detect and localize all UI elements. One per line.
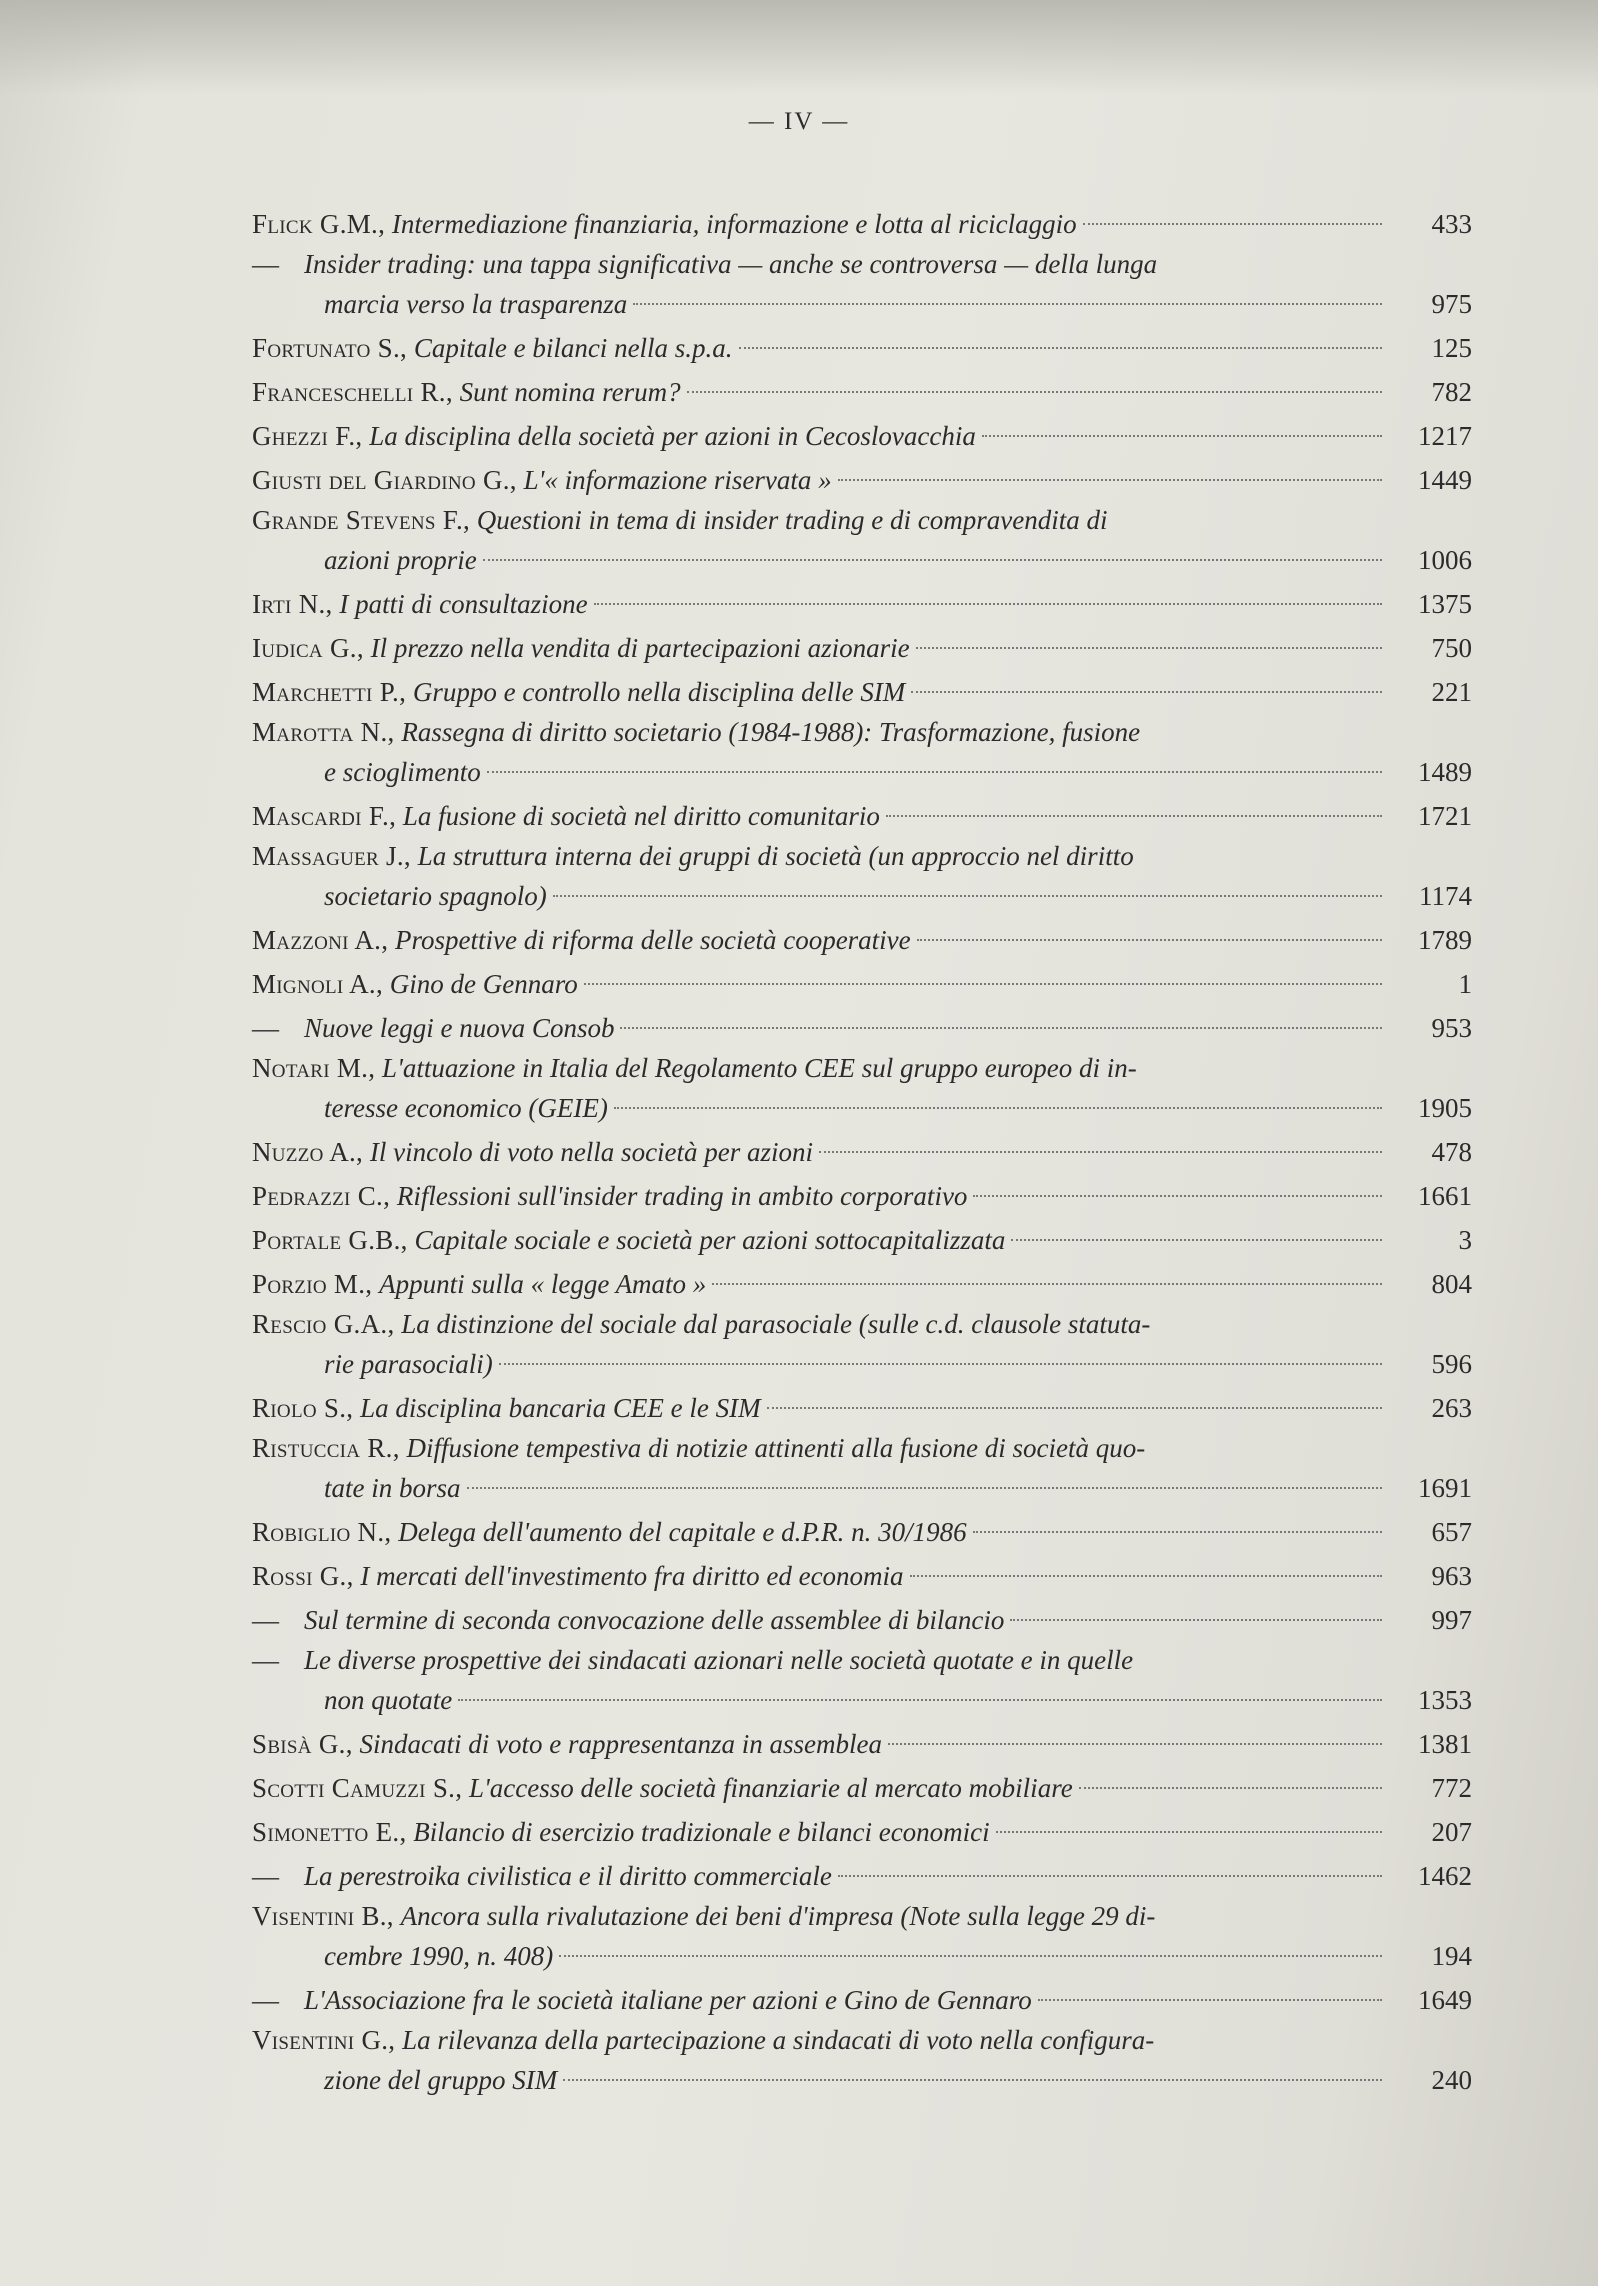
dot-leader xyxy=(1010,1619,1382,1621)
entry-title: Capitale sociale e società per azioni sottocapitalizzata xyxy=(414,1225,1006,1255)
index-entry xyxy=(252,370,1472,414)
dot-leader xyxy=(838,1875,1382,1877)
entry-page-number: 1661 xyxy=(1418,1181,1472,1211)
index-entry-line xyxy=(252,1006,1472,1050)
index-entry xyxy=(252,962,1472,1006)
entry-title: La perestroika civilistica e il diritto commerciale xyxy=(304,1861,832,1891)
index-entry-line xyxy=(252,918,1472,962)
entry-title: L'Associazione fra le società italiane per azioni e Gino de Gennaro xyxy=(304,1985,1032,2015)
index-entry-line xyxy=(252,962,1472,1006)
entry-title: marcia verso la trasparenza xyxy=(324,289,628,319)
entry-title: Gruppo e controllo nella disciplina delle SIM xyxy=(412,677,906,707)
index-entry-line xyxy=(252,874,1472,918)
index-entry-line xyxy=(252,1978,1472,2022)
entry-title: Intermediazione finanziaria, informazione e lotta al riciclaggio xyxy=(391,209,1077,239)
index-entry-line xyxy=(252,1722,1472,1766)
entry-author: Ghezzi F., xyxy=(252,421,363,451)
dot-leader xyxy=(982,435,1382,437)
entry-page-number: 194 xyxy=(1431,1941,1472,1971)
index-entry-line xyxy=(252,1810,1472,1854)
index-entry xyxy=(252,918,1472,962)
index-entry-line xyxy=(252,1262,1472,1306)
index-entry-line xyxy=(252,1086,1472,1130)
index-entry-line xyxy=(252,1466,1472,1510)
index-list xyxy=(252,202,1472,2102)
dot-leader xyxy=(888,1743,1382,1745)
entry-author: Grande Stevens F., xyxy=(252,505,471,535)
index-entry-line xyxy=(252,1598,1472,1642)
dot-leader xyxy=(886,815,1382,817)
entry-author: Marchetti P., xyxy=(252,677,407,707)
ditto-dash: — xyxy=(252,1861,279,1891)
entry-title: Gino de Gennaro xyxy=(389,969,578,999)
entry-title: societario spagnolo) xyxy=(324,881,547,911)
entry-title: La distinzione del sociale dal parasociale (sulle c.d. clausole statuta- xyxy=(401,1309,1151,1339)
index-entry-line xyxy=(252,502,1472,538)
entry-page-number: 1789 xyxy=(1418,925,1472,955)
ditto-dash: — xyxy=(252,1013,279,1043)
entry-page-number: 240 xyxy=(1431,2065,1472,2095)
dot-leader xyxy=(1083,223,1382,225)
index-entry-line xyxy=(252,1898,1472,1934)
dot-leader xyxy=(458,1699,1382,1701)
index-entry-line xyxy=(252,714,1472,750)
entry-title: La disciplina bancaria CEE e le SIM xyxy=(360,1393,761,1423)
dot-leader xyxy=(973,1195,1382,1197)
dot-leader xyxy=(910,1575,1382,1577)
entry-page-number: 975 xyxy=(1431,289,1472,319)
dot-leader xyxy=(614,1107,1382,1109)
index-entry-line xyxy=(252,414,1472,458)
entry-title: zione del gruppo SIM xyxy=(324,2065,558,2095)
index-entry xyxy=(252,714,1472,794)
index-entry-line xyxy=(252,2022,1472,2058)
index-entry xyxy=(252,1722,1472,1766)
entry-page-number: 1006 xyxy=(1418,545,1472,575)
entry-page-number: 1381 xyxy=(1418,1729,1472,1759)
entry-title: Sul termine di seconda convocazione delle assemblee di bilancio xyxy=(304,1605,1005,1635)
entry-title: teresse economico (GEIE) xyxy=(324,1093,608,1123)
entry-author: Giusti del Giardino G., xyxy=(252,465,517,495)
dot-leader xyxy=(973,1531,1382,1533)
index-entry-line xyxy=(252,794,1472,838)
index-entry xyxy=(252,1554,1472,1598)
index-entry-line xyxy=(252,2058,1472,2102)
index-entry-line xyxy=(252,538,1472,582)
index-entry xyxy=(252,1766,1472,1810)
entry-page-number: 772 xyxy=(1431,1773,1472,1803)
dot-leader xyxy=(487,771,1382,773)
dot-leader xyxy=(467,1487,1382,1489)
entry-author: Mazzoni A., xyxy=(252,925,389,955)
index-entry-line xyxy=(252,202,1472,246)
entry-author: Notari M., xyxy=(252,1053,376,1083)
entry-page-number: 1375 xyxy=(1418,589,1472,619)
dot-leader xyxy=(594,603,1382,605)
index-entry xyxy=(252,1510,1472,1554)
index-entry-line xyxy=(252,1554,1472,1598)
index-entry-line xyxy=(252,1642,1472,1678)
index-entry xyxy=(252,1130,1472,1174)
page-number: — IV — xyxy=(748,108,850,135)
entry-page-number: 1449 xyxy=(1418,465,1472,495)
entry-title: Bilancio di esercizio tradizionale e bilanci economici xyxy=(413,1817,990,1847)
entry-author: Scotti Camuzzi S., xyxy=(252,1773,463,1803)
dot-leader xyxy=(687,391,1382,393)
index-entry xyxy=(252,794,1472,838)
entry-title: L'« informazione riservata » xyxy=(523,465,832,495)
index-entry-line xyxy=(252,838,1472,874)
index-entry-line xyxy=(252,626,1472,670)
entry-title: Sindacati di voto e rappresentanza in assemblea xyxy=(359,1729,882,1759)
index-entry xyxy=(252,1218,1472,1262)
entry-title: Ancora sulla rivalutazione dei beni d'impresa (Note sulla legge 29 di- xyxy=(400,1901,1156,1931)
entry-title: Diffusione tempestiva di notizie attinenti alla fusione di società quo- xyxy=(406,1433,1146,1463)
index-entry-line xyxy=(252,750,1472,794)
index-entry-line xyxy=(252,1678,1472,1722)
index-entry xyxy=(252,246,1472,326)
entry-page-number: 657 xyxy=(1431,1517,1472,1547)
entry-author: Rossi G., xyxy=(252,1561,354,1591)
index-entry xyxy=(252,1598,1472,1642)
entry-title: e scioglimento xyxy=(324,757,481,787)
dot-leader xyxy=(499,1363,1382,1365)
entry-title: Prospettive di riforma delle società cooperative xyxy=(395,925,911,955)
index-entry xyxy=(252,1978,1472,2022)
dot-leader xyxy=(1079,1787,1382,1789)
index-entry xyxy=(252,1810,1472,1854)
index-entry xyxy=(252,1642,1472,1722)
dot-leader xyxy=(620,1027,1382,1029)
entry-title: Questioni in tema di insider trading e di compravendita di xyxy=(476,505,1108,535)
dot-leader xyxy=(1038,1999,1382,2001)
entry-title: La disciplina della società per azioni in Cecoslovacchia xyxy=(369,421,976,451)
dot-leader xyxy=(916,647,1382,649)
entry-page-number: 997 xyxy=(1431,1605,1472,1635)
entry-page-number: 804 xyxy=(1431,1269,1472,1299)
index-entry-line xyxy=(252,282,1472,326)
index-entry xyxy=(252,2022,1472,2102)
index-entry-line xyxy=(252,326,1472,370)
index-entry xyxy=(252,838,1472,918)
entry-author: Flick G.M., xyxy=(252,209,386,239)
ditto-dash: — xyxy=(252,1645,279,1675)
index-entry xyxy=(252,1006,1472,1050)
index-entry xyxy=(252,582,1472,626)
entry-page-number: 1353 xyxy=(1418,1685,1472,1715)
entry-page-number: 125 xyxy=(1431,333,1472,363)
dot-leader xyxy=(712,1283,1382,1285)
index-entry-line xyxy=(252,1766,1472,1810)
entry-title: Sunt nomina rerum? xyxy=(459,377,681,407)
index-entry xyxy=(252,502,1472,582)
entry-title: Nuove leggi e nuova Consob xyxy=(304,1013,615,1043)
entry-page-number: 1649 xyxy=(1418,1985,1472,2015)
entry-page-number: 750 xyxy=(1431,633,1472,663)
index-entry-line xyxy=(252,1854,1472,1898)
entry-author: Sbisà G., xyxy=(252,1729,353,1759)
entry-page-number: 1174 xyxy=(1419,881,1472,911)
entry-title: Riflessioni sull'insider trading in ambito corporativo xyxy=(396,1181,968,1211)
entry-title: tate in borsa xyxy=(324,1473,461,1503)
dot-leader xyxy=(584,983,1382,985)
entry-page-number: 1217 xyxy=(1418,421,1472,451)
entry-title: non quotate xyxy=(324,1685,453,1715)
entry-title: I patti di consultazione xyxy=(339,589,588,619)
entry-title: Il vincolo di voto nella società per azioni xyxy=(369,1137,814,1167)
entry-title: Capitale e bilanci nella s.p.a. xyxy=(413,333,733,363)
dot-leader xyxy=(911,691,1382,693)
dot-leader xyxy=(633,303,1382,305)
entry-page-number: 953 xyxy=(1431,1013,1472,1043)
index-entry xyxy=(252,1430,1472,1510)
entry-page-number: 1 xyxy=(1458,969,1472,999)
entry-title: azioni proprie xyxy=(324,545,477,575)
dot-leader xyxy=(483,559,1382,561)
entry-author: Nuzzo A., xyxy=(252,1137,364,1167)
entry-author: Riolo S., xyxy=(252,1393,354,1423)
entry-title: Delega dell'aumento del capitale e d.P.R. n. 30/1986 xyxy=(398,1517,967,1547)
entry-title: I mercati dell'investimento fra diritto ed economia xyxy=(360,1561,904,1591)
entry-author: Visentini B., xyxy=(252,1901,394,1931)
index-entry xyxy=(252,670,1472,714)
ditto-dash: — xyxy=(252,249,279,279)
dot-leader xyxy=(917,939,1382,941)
index-entry-line xyxy=(252,582,1472,626)
entry-title: L'attuazione in Italia del Regolamento CEE sul gruppo europeo di in- xyxy=(382,1053,1137,1083)
index-entry xyxy=(252,1174,1472,1218)
index-entry-line xyxy=(252,1510,1472,1554)
dot-leader xyxy=(767,1407,1382,1409)
entry-page-number: 3 xyxy=(1458,1225,1472,1255)
index-entry-line xyxy=(252,1130,1472,1174)
entry-author: Portale G.B., xyxy=(252,1225,408,1255)
entry-page-number: 207 xyxy=(1431,1817,1472,1847)
entry-page-number: 221 xyxy=(1431,677,1472,707)
entry-page-number: 1462 xyxy=(1418,1861,1472,1891)
entry-author: Mascardi F., xyxy=(252,801,397,831)
index-entry-line xyxy=(252,670,1472,714)
dot-leader xyxy=(739,347,1382,349)
entry-page-number: 1489 xyxy=(1418,757,1472,787)
entry-author: Massaguer J., xyxy=(252,841,411,871)
entry-author: Marotta N., xyxy=(252,717,395,747)
entry-author: Porzio M., xyxy=(252,1269,373,1299)
dot-leader xyxy=(553,895,1382,897)
index-entry-line xyxy=(252,1342,1472,1386)
ditto-dash: — xyxy=(252,1605,279,1635)
entry-page-number: 782 xyxy=(1431,377,1472,407)
entry-author: Robiglio N., xyxy=(252,1517,392,1547)
entry-page-number: 596 xyxy=(1431,1349,1472,1379)
index-entry xyxy=(252,414,1472,458)
page-top-shadow xyxy=(0,0,1598,95)
entry-page-number: 1691 xyxy=(1418,1473,1472,1503)
entry-title: L'accesso delle società finanziarie al mercato mobiliare xyxy=(469,1773,1073,1803)
entry-title: Le diverse prospettive dei sindacati azionari nelle società quotate e in quelle xyxy=(304,1645,1134,1675)
index-entry xyxy=(252,1306,1472,1386)
dot-leader xyxy=(838,479,1382,481)
entry-author: Simonetto E., xyxy=(252,1817,407,1847)
entry-author: Pedrazzi C., xyxy=(252,1181,391,1211)
entry-page-number: 478 xyxy=(1431,1137,1472,1167)
entry-page-number: 963 xyxy=(1431,1561,1472,1591)
entry-author: Visentini G., xyxy=(252,2025,396,2055)
index-entry-line xyxy=(252,1050,1472,1086)
index-entry xyxy=(252,1854,1472,1898)
entry-page-number: 1905 xyxy=(1418,1093,1472,1123)
index-entry xyxy=(252,1386,1472,1430)
index-entry-line xyxy=(252,1306,1472,1342)
index-entry xyxy=(252,202,1472,246)
entry-title: Appunti sulla « legge Amato » xyxy=(379,1269,707,1299)
index-entry-line xyxy=(252,1934,1472,1978)
dot-leader xyxy=(559,1955,1382,1957)
dot-leader xyxy=(996,1831,1382,1833)
dot-leader xyxy=(1011,1239,1382,1241)
entry-title: La fusione di società nel diritto comunitario xyxy=(402,801,880,831)
index-entry xyxy=(252,626,1472,670)
index-entry xyxy=(252,458,1472,502)
entry-title: Insider trading: una tappa significativa — anche se controversa — della lunga xyxy=(304,249,1158,279)
dot-leader xyxy=(563,2079,1382,2081)
entry-page-number: 433 xyxy=(1431,209,1472,239)
index-entry-line xyxy=(252,458,1472,502)
entry-author: Rescio G.A., xyxy=(252,1309,395,1339)
index-entry-line xyxy=(252,1430,1472,1466)
entry-page-number: 1721 xyxy=(1418,801,1472,831)
index-entry xyxy=(252,1050,1472,1130)
index-entry-line xyxy=(252,1386,1472,1430)
entry-author: Irti N., xyxy=(252,589,333,619)
index-entry xyxy=(252,1898,1472,1978)
index-entry-line xyxy=(252,1218,1472,1262)
entry-author: Iudica G., xyxy=(252,633,364,663)
entry-title: cembre 1990, n. 408) xyxy=(324,1941,554,1971)
entry-page-number: 263 xyxy=(1431,1393,1472,1423)
index-entry-line xyxy=(252,1174,1472,1218)
index-entry xyxy=(252,1262,1472,1306)
index-entry-line xyxy=(252,370,1472,414)
entry-author: Fortunato S., xyxy=(252,333,408,363)
entry-title: Rassegna di diritto societario (1984-1988): Trasformazione, fusione xyxy=(401,717,1141,747)
entry-title: La struttura interna dei gruppi di società (un approccio nel diritto xyxy=(417,841,1134,871)
ditto-dash: — xyxy=(252,1985,279,2015)
entry-author: Mignoli A., xyxy=(252,969,383,999)
entry-author: Ristuccia R., xyxy=(252,1433,400,1463)
dot-leader xyxy=(819,1151,1382,1153)
entry-title: rie parasociali) xyxy=(324,1349,493,1379)
index-entry xyxy=(252,326,1472,370)
entry-author: Franceschelli R., xyxy=(252,377,453,407)
entry-title: Il prezzo nella vendita di partecipazioni azionarie xyxy=(370,633,910,663)
index-entry-line xyxy=(252,246,1472,282)
entry-title: La rilevanza della partecipazione a sindacati di voto nella configura- xyxy=(402,2025,1155,2055)
